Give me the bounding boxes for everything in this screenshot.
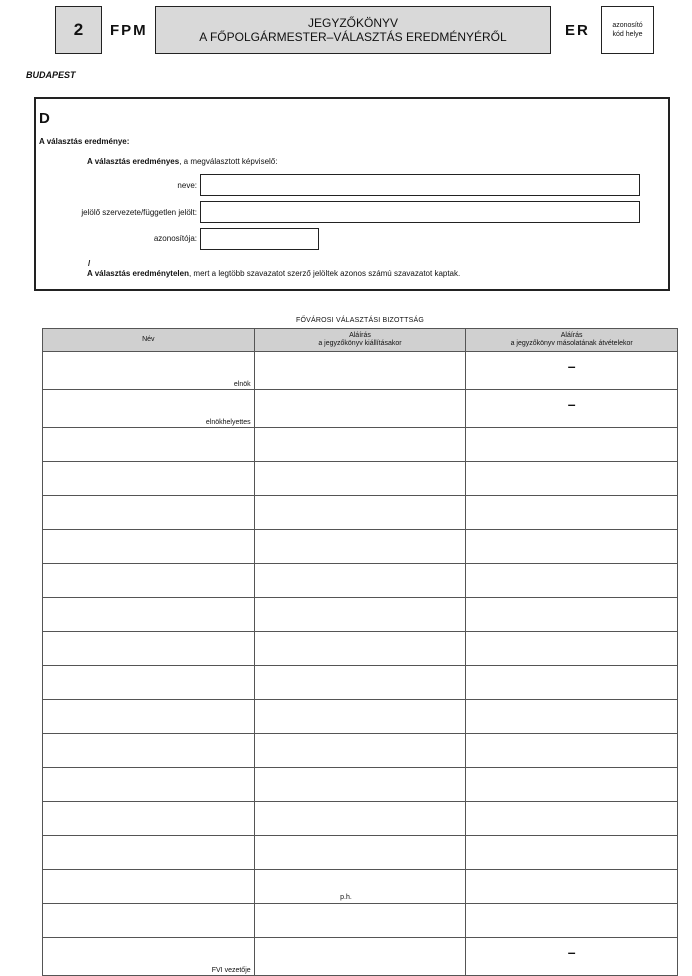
signature-issue-cell[interactable] (254, 734, 466, 768)
signature-issue-cell[interactable] (254, 462, 466, 496)
successful-line (87, 157, 277, 167)
stamp-place: p.h. (340, 894, 352, 901)
title-line-1: JEGYZŐKÖNYV (307, 16, 399, 30)
table-row (43, 802, 678, 836)
table-row (43, 904, 678, 938)
member-name-cell[interactable] (43, 870, 255, 904)
signature-receipt-cell[interactable] (466, 564, 678, 598)
committee-title: FŐVÁROSI VÁLASZTÁSI BIZOTTSÁG (296, 317, 424, 324)
signature-issue-cell[interactable] (254, 632, 466, 666)
col-header-sign-issue: Aláírás a jegyzőkönyv kiállításakor (254, 329, 466, 352)
table-row (43, 564, 678, 598)
member-name-cell[interactable]: FVI vezetője (43, 938, 255, 976)
table-row (43, 598, 678, 632)
table-row (43, 938, 678, 976)
signature-receipt-cell[interactable] (466, 632, 678, 666)
title-box (155, 6, 551, 54)
col-header-name: Név (43, 329, 255, 352)
table-header-row (43, 329, 678, 352)
signature-issue-cell[interactable] (254, 666, 466, 700)
table-row (43, 390, 678, 428)
signature-receipt-cell[interactable] (466, 700, 678, 734)
table-row (43, 666, 678, 700)
col-header-sign-receipt: Aláírás a jegyzőkönyv másolatának átvételekor (466, 329, 678, 352)
member-name-cell[interactable] (43, 904, 255, 938)
signature-receipt-cell[interactable] (466, 666, 678, 700)
member-name-cell[interactable] (43, 700, 255, 734)
member-name-cell[interactable] (43, 428, 255, 462)
member-name-cell[interactable]: elnök (43, 352, 255, 390)
signature-issue-cell[interactable] (254, 768, 466, 802)
er-code: ER (565, 22, 590, 39)
signature-receipt-cell[interactable] (466, 802, 678, 836)
signature-receipt-cell[interactable]: – (466, 352, 678, 390)
table-row (43, 496, 678, 530)
member-name-cell[interactable] (43, 666, 255, 700)
signature-issue-cell[interactable] (254, 428, 466, 462)
signature-receipt-cell[interactable] (466, 734, 678, 768)
org-field[interactable] (200, 201, 640, 223)
location: BUDAPEST (26, 70, 76, 80)
table-row (43, 462, 678, 496)
id-box-line-2: kód helye (612, 31, 643, 38)
member-name-cell[interactable] (43, 768, 255, 802)
member-name-cell[interactable] (43, 530, 255, 564)
signature-issue-cell[interactable] (254, 802, 466, 836)
table-row (43, 352, 678, 390)
signature-issue-cell[interactable] (254, 938, 466, 976)
signature-issue-cell[interactable] (254, 352, 466, 390)
signature-issue-cell[interactable] (254, 836, 466, 870)
id-box-line-1: azonosító (612, 22, 643, 29)
id-label: azonosítója: (153, 234, 197, 243)
signature-receipt-cell[interactable] (466, 530, 678, 564)
signature-issue-cell[interactable] (254, 700, 466, 734)
section-letter: D (39, 110, 50, 127)
signature-issue-cell[interactable] (254, 564, 466, 598)
signature-receipt-cell[interactable] (466, 870, 678, 904)
table-row (43, 768, 678, 802)
signature-receipt-cell[interactable] (466, 598, 678, 632)
member-name-cell[interactable] (43, 598, 255, 632)
table-row (43, 428, 678, 462)
separator-slash: / (88, 259, 91, 268)
signature-table (42, 328, 678, 976)
member-name-cell[interactable] (43, 734, 255, 768)
unsuccessful-text: , mert a legtöbb szavazatot szerző jelöltek azonos számú szavazatot kaptak. (188, 269, 461, 278)
signature-issue-cell[interactable] (254, 530, 466, 564)
id-code-box (601, 6, 654, 54)
successful-text: , a megválasztott képviselő: (179, 157, 278, 166)
unsuccessful-line (87, 269, 460, 279)
signature-receipt-cell[interactable] (466, 428, 678, 462)
section-heading: A választás eredménye: (39, 137, 130, 146)
signature-receipt-cell[interactable] (466, 836, 678, 870)
signature-issue-cell[interactable] (254, 496, 466, 530)
member-name-cell[interactable] (43, 564, 255, 598)
signature-receipt-cell[interactable] (466, 496, 678, 530)
form-number: 2 (73, 20, 84, 39)
member-name-cell[interactable] (43, 632, 255, 666)
form-number-box (55, 6, 102, 54)
member-name-cell[interactable]: elnökhelyettes (43, 390, 255, 428)
signature-receipt-cell[interactable] (466, 904, 678, 938)
table-row (43, 530, 678, 564)
table-row (43, 700, 678, 734)
id-field[interactable] (200, 228, 319, 250)
table-row (43, 836, 678, 870)
table-row (43, 734, 678, 768)
member-name-cell[interactable] (43, 836, 255, 870)
signature-issue-cell[interactable] (254, 390, 466, 428)
table-row (43, 632, 678, 666)
form-code: FPM (110, 22, 148, 39)
member-name-cell[interactable] (43, 462, 255, 496)
title-line-2: A FŐPOLGÁRMESTER–VÁLASZTÁS EREDMÉNYÉRŐL (199, 30, 507, 44)
signature-receipt-cell[interactable] (466, 462, 678, 496)
signature-issue-cell[interactable] (254, 598, 466, 632)
signature-receipt-cell[interactable]: – (466, 390, 678, 428)
name-field[interactable] (200, 174, 640, 196)
unsuccessful-label: A választás eredménytelen (87, 269, 189, 278)
name-label: neve: (177, 181, 197, 190)
org-label: jelölő szervezete/független jelölt: (81, 208, 197, 217)
signature-issue-cell[interactable] (254, 904, 466, 938)
signature-table-body (43, 352, 678, 976)
signature-receipt-cell[interactable]: – (466, 938, 678, 976)
signature-receipt-cell[interactable] (466, 768, 678, 802)
member-name-cell[interactable] (43, 496, 255, 530)
member-name-cell[interactable] (43, 802, 255, 836)
successful-label: A választás eredményes (87, 157, 180, 166)
